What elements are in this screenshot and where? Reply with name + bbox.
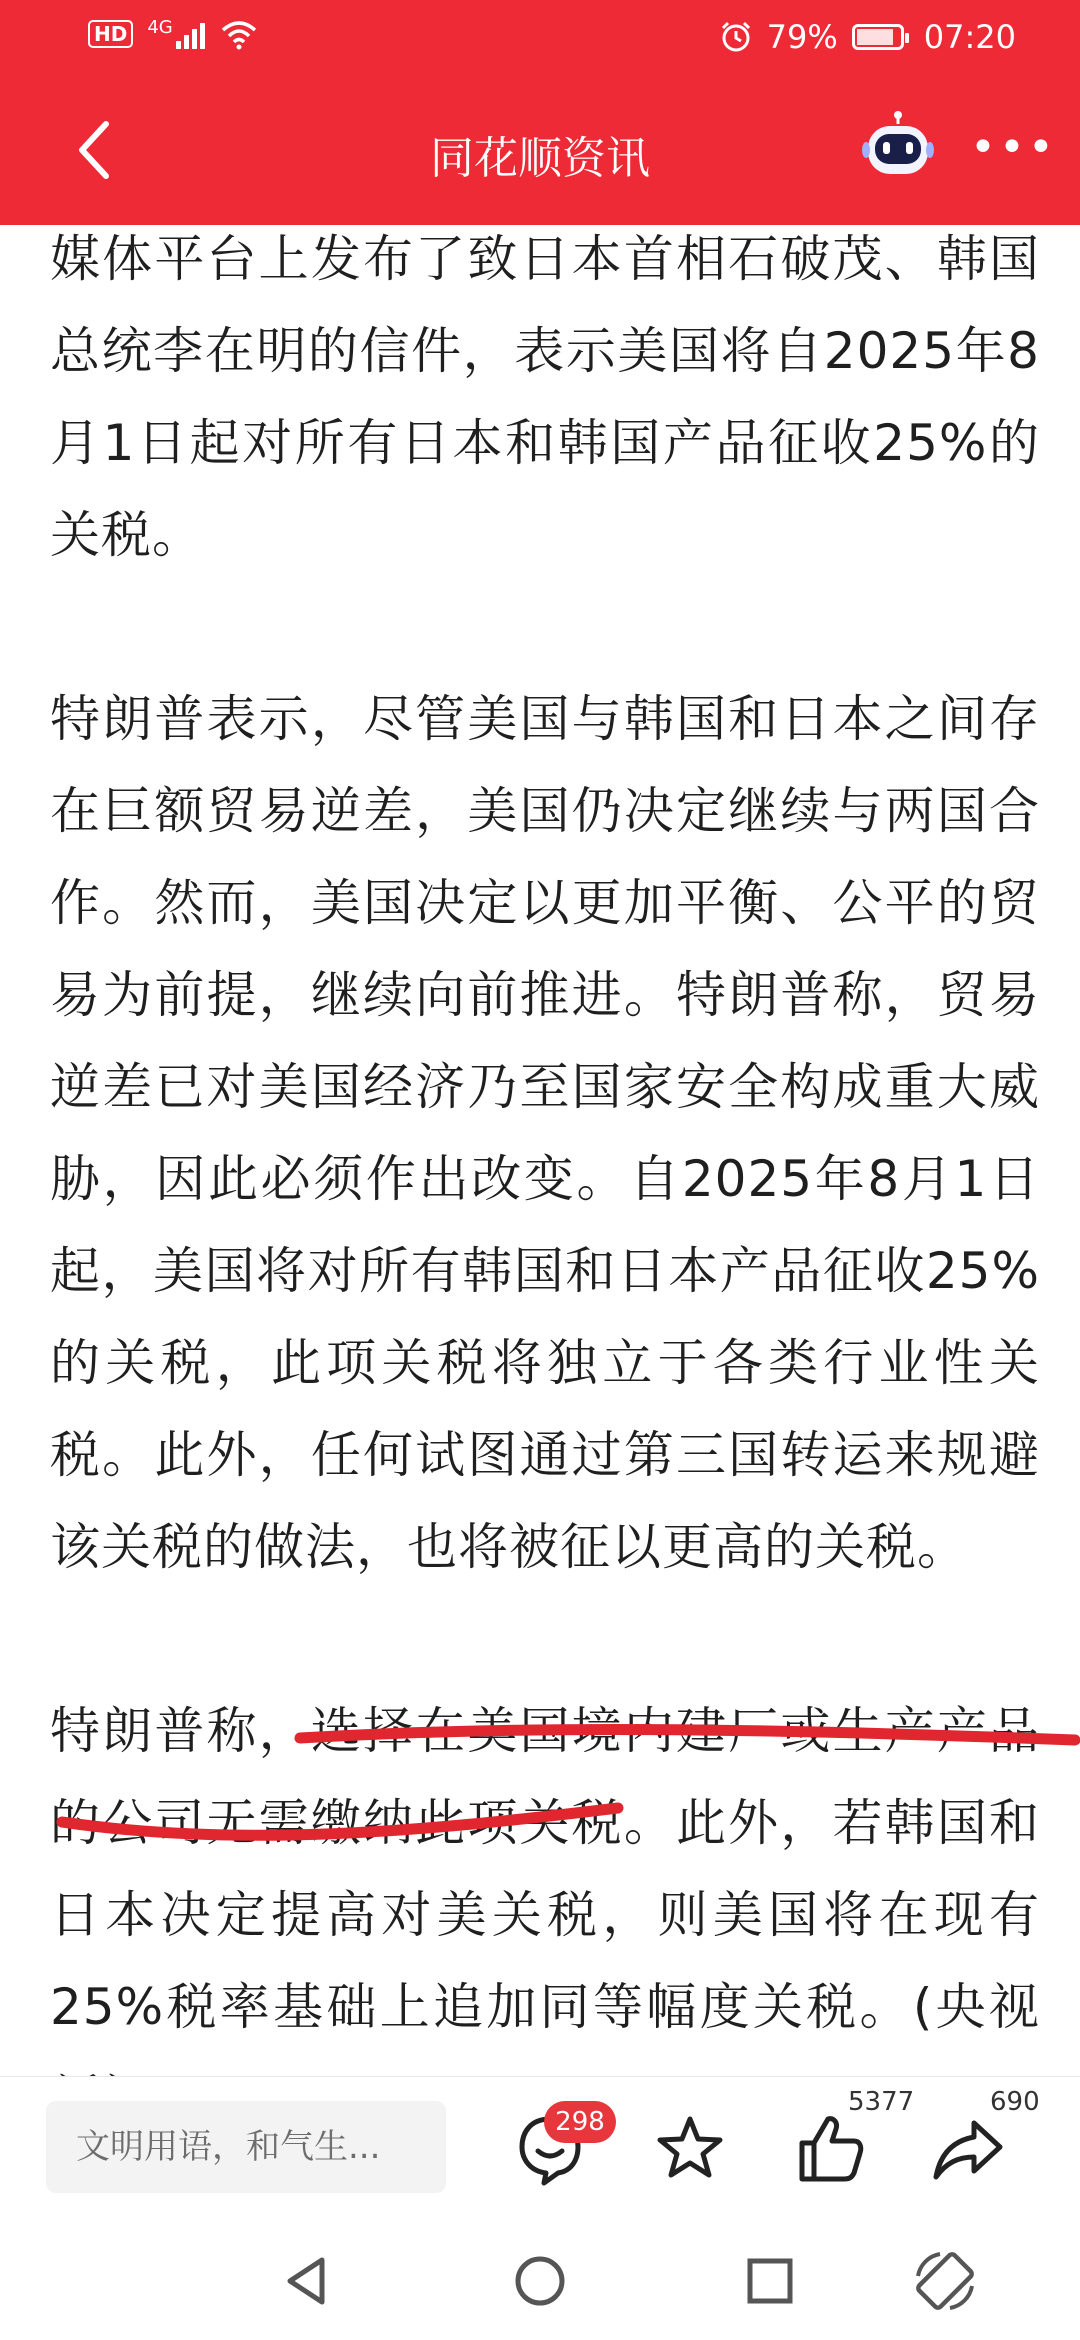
nav-recents-icon: [735, 2246, 805, 2316]
system-navigation-bar: [0, 2216, 1080, 2340]
assistant-button[interactable]: [858, 108, 938, 188]
nav-back-icon: [272, 2246, 342, 2316]
comment-input[interactable]: 文明用语，和气生...: [46, 2101, 446, 2193]
network-type: 4G: [147, 17, 173, 38]
nav-home-icon: [505, 2246, 575, 2316]
bottom-action-bar: [0, 2076, 1080, 2217]
clock: 07:20: [923, 18, 1016, 56]
top-bar: [0, 0, 1080, 225]
favorite-button[interactable]: [640, 2097, 740, 2197]
rotate-button[interactable]: [910, 2246, 980, 2316]
article-body[interactable]: [50, 225, 1040, 2075]
system-recents-button[interactable]: [735, 2246, 805, 2316]
alarm-icon: [719, 20, 753, 54]
rotate-icon: [910, 2246, 980, 2316]
article-paragraph: 特朗普表示，尽管美国与韩国和日本之间存在巨额贸易逆差，美国仍决定继续与两国合作。然而，美国决定以更加平衡、公平的贸易为前提，继续向前推进。特朗普称，贸易逆差已对美国经济乃至国家安全构成重大威胁，因此必须作出改变。自2025年8月1日起，美国将对所有韩国和日本产品征收25%的关税，此项关税将独立于各类行业性关税。此外，任何试图通过第三国转运来规避该关税的做法，也将被征以更高的关税。: [50, 690, 1040, 1576]
article-paragraph: 特朗普称，选择在美国境内建厂或生产产品的公司无需缴纳此项关税。此外，若韩国和日本决定提高对美关税，则美国将在现有25%税率基础上追加同等幅度关税。(央视: [50, 1702, 1040, 2036]
signal-icon: [147, 19, 204, 49]
more-icon: •••: [970, 122, 1057, 173]
system-back-button[interactable]: [272, 2246, 342, 2316]
wifi-icon: [219, 18, 259, 50]
battery-icon: [852, 24, 904, 50]
comment-count-badge: 298: [544, 2101, 616, 2143]
hd-badge: HD: [88, 20, 133, 48]
battery-percent: 79%: [766, 18, 838, 56]
nav-bar: [0, 82, 1080, 225]
more-button[interactable]: [970, 120, 1057, 176]
status-bar: [0, 0, 1080, 82]
star-icon: [640, 2097, 740, 2197]
article-paragraph: 媒体平台上发布了致日本首相石破茂、韩国总统李在明的信件，表示美国将自2025年8月1日起对所有日本和韩国产品征收25%的关税。: [50, 230, 1040, 564]
system-home-button[interactable]: [505, 2246, 575, 2316]
share-count: 690: [990, 2087, 1040, 2117]
robot-icon: [858, 108, 938, 188]
like-count: 5377: [848, 2087, 915, 2117]
page-title: 同花顺资讯: [430, 133, 650, 184]
